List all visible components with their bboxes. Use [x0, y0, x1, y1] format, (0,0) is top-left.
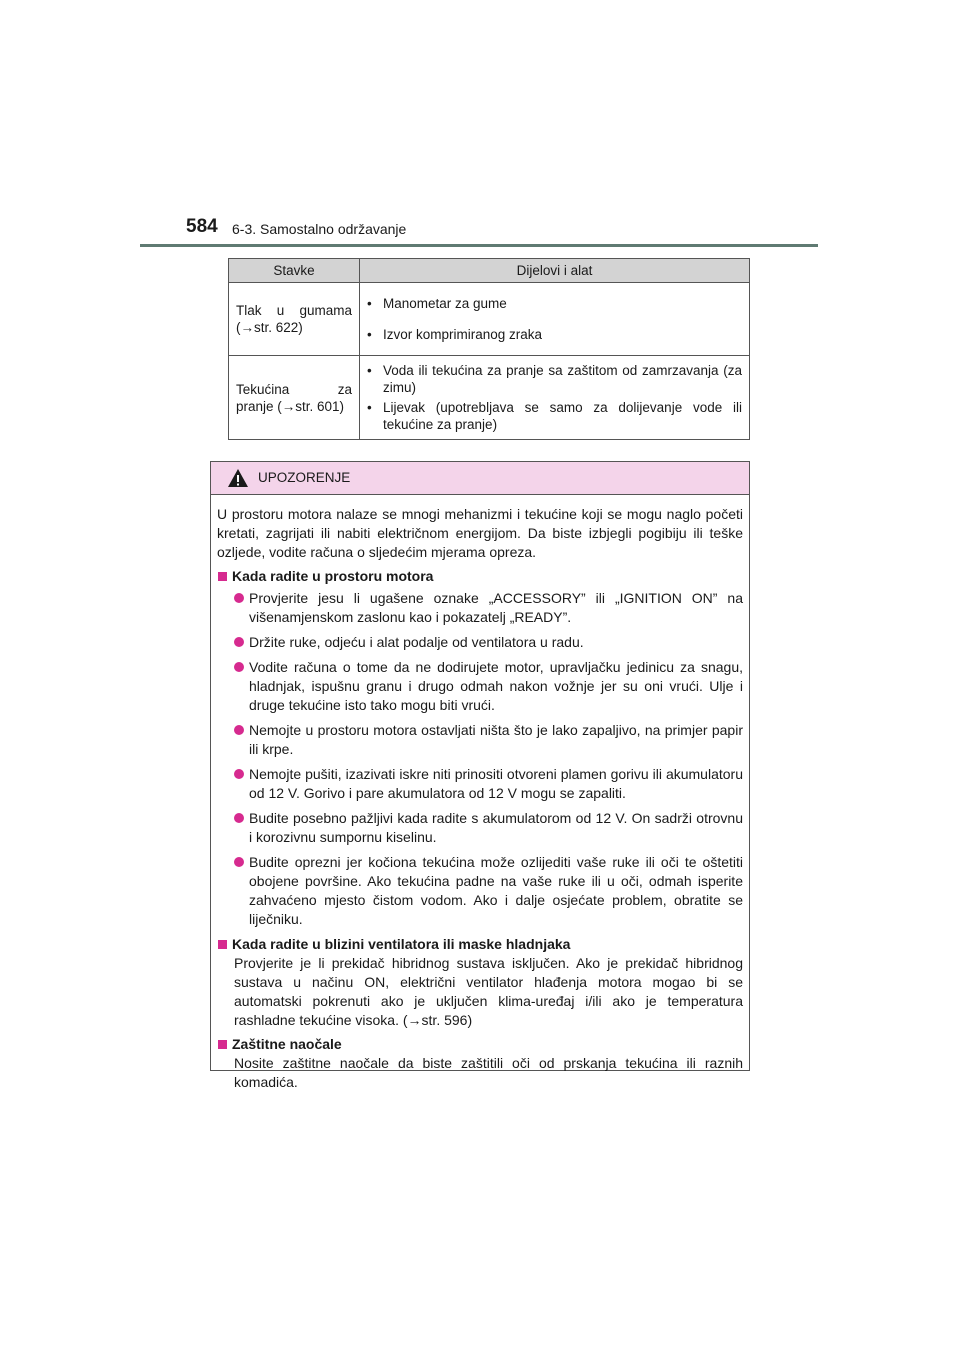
section-title: 6-3. Samostalno održavanje	[232, 221, 407, 237]
section-heading: Kada radite u blizini ventilatora ili maske hladnjaka	[217, 935, 743, 954]
table-row	[229, 283, 750, 356]
list-item: Budite oprezni jer kočiona tekućina može ozlijediti vaše ruke ili oči te oštetiti obojene površine. Ako tekućina padne na vaše ruke ili u oči, odmah isperite zahvaćeno mjesto čistom vodom. Ako i dalje osjećate problem, obratite se liječniku.	[217, 853, 743, 929]
dot-bullet-icon	[234, 725, 244, 735]
item-cell	[229, 356, 360, 440]
header-rule	[140, 244, 818, 247]
warning-body	[211, 495, 749, 1092]
tools-cell	[360, 283, 750, 356]
parts-table	[228, 258, 750, 440]
item-ref: pranje (→str. 601)	[236, 398, 345, 414]
warning-intro: U prostoru motora nalaze se mnogi mehanizmi i tekućine koji se mogu naglo početi kretati, zagrijati ili nabiti električnom energijom. Da biste izbjegli pogibiju ili teške ozljede, vodite računa o sljedećim mjerama opreza.	[217, 506, 743, 560]
list-item: • Manometar za gume	[367, 296, 507, 311]
item-name: Tlak u gumama	[236, 303, 352, 318]
list-item: • Lijevak (upotrebljava se samo za dolijevanje vode ili tekućine za pranje)	[367, 400, 742, 432]
table-header-row	[229, 259, 750, 283]
square-bullet-icon	[218, 572, 227, 581]
bullet-icon: •	[367, 400, 372, 415]
dot-bullet-icon	[234, 637, 244, 647]
item-cell	[229, 283, 360, 356]
list-item: Nemojte u prostoru motora ostavljati ništa što je lako zapaljivo, na primjer papir ili krpe.	[217, 721, 743, 759]
square-bullet-icon	[218, 940, 227, 949]
warning-box	[210, 461, 750, 1090]
list-item: Provjerite jesu li ugašene oznake „ACCESSORY” ili „IGNITION ON” na višenamjenskom zaslonu kao i pokazatelj „READY”.	[217, 589, 743, 627]
list-item: • Voda ili tekućina za pranje sa zaštitom od zamrzavanja (za zimu)	[367, 363, 742, 395]
bullet-icon: •	[367, 363, 372, 378]
page-number: 584	[186, 216, 218, 237]
item-ref: (→str. 622)	[236, 320, 303, 335]
list-item: Nemojte pušiti, izazivati iskre niti prinositi otvoreni plamen gorivu ili akumulatoru od 12 V. Gorivo i pare akumulatora od 12 V mogu se zapaliti.	[217, 765, 743, 803]
dot-bullet-icon	[234, 769, 244, 779]
column-header-tools: Dijelovi i alat	[360, 259, 750, 283]
warning-header	[211, 462, 749, 495]
list-item: Držite ruke, odjeću i alat podalje od ventilatora u radu.	[217, 633, 743, 652]
dot-bullet-icon	[234, 813, 244, 823]
column-header-items: Stavke	[229, 259, 360, 283]
dot-bullet-icon	[234, 857, 244, 867]
list-item: Vodite računa o tome da ne dodirujete motor, upravljačku jedinicu za snagu, hladnjak, ispušnu granu i drugo odmah nakon vožnje jer su oni vrući. Ulje i druge tekućine isto tako mogu biti vrući.	[217, 658, 743, 715]
section-heading: Kada radite u prostoru motora	[217, 567, 743, 586]
tools-cell	[360, 356, 750, 440]
warning-title: UPOZORENJE	[258, 470, 351, 485]
section-text: Provjerite je li prekidač hibridnog sustava isključen. Ako je prekidač hibridnog sustava u načinu ON, električni ventilator hlađenja motora mogao bi se automatski pokrenuti ako je uključen klima-uređaj i/ili ako je temperatura rashladne tekućine visoka. (→str. 596)	[234, 955, 743, 1028]
dot-bullet-icon	[234, 662, 244, 672]
table-row	[229, 356, 750, 440]
dot-bullet-icon	[234, 593, 244, 603]
list-item: Budite posebno pažljivi kada radite s akumulatorom od 12 V. On sadrži otrovnu i korozivnu sumpornu kiselinu.	[217, 809, 743, 847]
warning-triangle-icon	[227, 468, 249, 488]
square-bullet-icon	[218, 1040, 227, 1049]
section-heading: Zaštitne naočale	[217, 1035, 743, 1054]
section-text: Nosite zaštitne naočale da biste zaštitili oči od prskanja tekućina ili raznih komadića.	[234, 1055, 743, 1090]
bullet-icon: •	[367, 296, 372, 311]
item-name: Tekućina za	[236, 381, 352, 397]
list-item: • Izvor komprimiranog zraka	[367, 327, 543, 342]
bullet-icon: •	[367, 327, 372, 342]
